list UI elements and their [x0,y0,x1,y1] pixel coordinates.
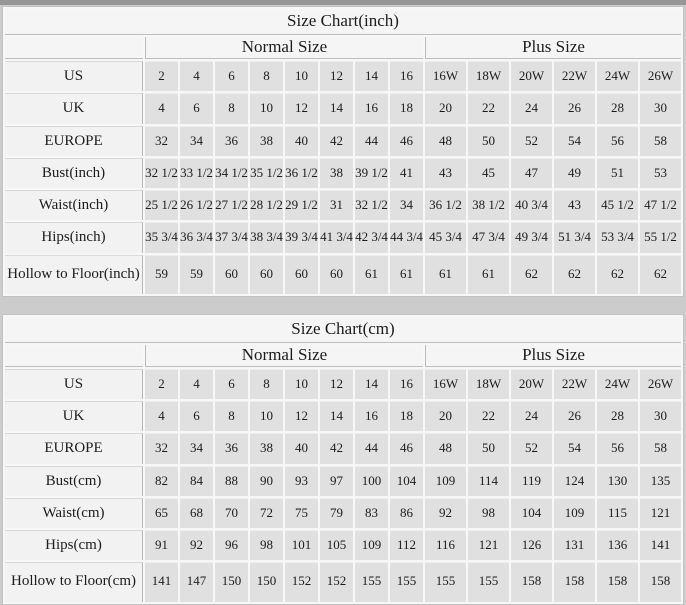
cell: 82 [145,466,178,496]
cell: 24 [511,93,552,123]
cell: 84 [180,466,213,496]
cell: 75 [285,498,318,528]
cell: 45 [468,158,509,188]
cell: 72 [250,498,283,528]
cell: 16W [425,369,466,399]
cell: 26 [554,401,595,431]
cell: 147 [180,562,213,601]
cell: 6 [180,401,213,431]
cell: 36 [215,433,248,463]
cell: 34 [390,190,423,220]
cell: 38 3/4 [250,222,283,252]
cell: 42 [320,433,353,463]
cell: 35 1/2 [250,158,283,188]
cell: 8 [215,401,248,431]
cell: 26W [640,369,681,399]
cell: 46 [390,433,423,463]
cell: 10 [250,93,283,123]
table-row-hollow-to-floor-inch [5,255,681,294]
cell: 20 [425,401,466,431]
cell: 55 1/2 [640,222,681,252]
cell: 22W [554,369,595,399]
cell: 50 [468,433,509,463]
title-row [5,317,681,343]
cell: 37 3/4 [215,222,248,252]
cell: 36 1/2 [285,158,318,188]
cell: 28 [597,93,638,123]
cell: 30 [640,93,681,123]
cell: 60 [285,255,318,294]
row-label: Hollow to Floor(cm) [5,562,143,601]
cell: 158 [554,562,595,601]
cell: 35 3/4 [145,222,178,252]
cell: 14 [355,369,388,399]
cell: 39 1/2 [355,158,388,188]
tables-container [0,5,686,605]
cell: 62 [640,255,681,294]
cell: 96 [215,530,248,560]
cell: 91 [145,530,178,560]
row-label: Hips(cm) [5,530,143,560]
group-header-spacer [5,345,143,367]
cell: 59 [180,255,213,294]
cell: 28 [597,401,638,431]
cell: 92 [425,498,466,528]
cell: 48 [425,126,466,156]
cell: 88 [215,466,248,496]
cell: 51 [597,158,638,188]
table-row-bust-cm [5,466,681,496]
cell: 16 [355,93,388,123]
cell: 60 [320,255,353,294]
cell: 92 [180,530,213,560]
cell: 12 [320,369,353,399]
cell: 155 [425,562,466,601]
cell: 47 3/4 [468,222,509,252]
cell: 135 [640,466,681,496]
cell: 150 [215,562,248,601]
cell: 43 [554,190,595,220]
cell: 53 [640,158,681,188]
row-label: EUROPE [5,433,143,463]
cell: 6 [215,61,248,91]
cell: 32 1/2 [355,190,388,220]
title-row [5,9,681,35]
cell: 47 1/2 [640,190,681,220]
cell: 25 1/2 [145,190,178,220]
cell: 53 3/4 [597,222,638,252]
cell: 98 [468,498,509,528]
table-row-europe [5,433,681,463]
table-row-uk [5,401,681,431]
cell: 124 [554,466,595,496]
cell: 24W [597,61,638,91]
cell: 30 [640,401,681,431]
cell: 20 [425,93,466,123]
cell: 56 [597,126,638,156]
table-title: Size Chart(inch) [5,9,681,35]
cell: 38 [250,126,283,156]
cell: 8 [250,61,283,91]
cell: 42 3/4 [355,222,388,252]
table-title: Size Chart(cm) [5,317,681,343]
group-header-plus-size: Plus Size [425,345,681,367]
cell: 40 3/4 [511,190,552,220]
cell: 65 [145,498,178,528]
cell: 68 [180,498,213,528]
cell: 109 [425,466,466,496]
cell: 131 [554,530,595,560]
cell: 100 [355,466,388,496]
cell: 46 [390,126,423,156]
cell: 44 [355,126,388,156]
cell: 12 [285,401,318,431]
table-row-europe [5,126,681,156]
cell: 60 [250,255,283,294]
cell: 61 [468,255,509,294]
cell: 155 [390,562,423,601]
cell: 34 1/2 [215,158,248,188]
cell: 38 1/2 [468,190,509,220]
cell: 116 [425,530,466,560]
cell: 12 [320,61,353,91]
cell: 26 1/2 [180,190,213,220]
cell: 16 [390,369,423,399]
cell: 141 [145,562,178,601]
cell: 48 [425,433,466,463]
cell: 24W [597,369,638,399]
cell: 60 [215,255,248,294]
cell: 104 [390,466,423,496]
cell: 119 [511,466,552,496]
cell: 115 [597,498,638,528]
table-row-us [5,61,681,91]
cell: 14 [320,93,353,123]
cell: 38 [320,158,353,188]
row-label: Hollow to Floor(inch) [5,255,143,294]
cell: 22W [554,61,595,91]
cell: 58 [640,433,681,463]
cell: 18W [468,61,509,91]
cell: 32 1/2 [145,158,178,188]
table-row-waist-cm [5,498,681,528]
group-header-row [5,37,681,59]
table-row-bust-inch [5,158,681,188]
cell: 130 [597,466,638,496]
group-header-normal-size: Normal Size [145,345,423,367]
cell: 44 3/4 [390,222,423,252]
table-row-hips-cm [5,530,681,560]
row-label: US [5,61,143,91]
cell: 4 [180,369,213,399]
cell: 10 [285,61,318,91]
cell: 121 [468,530,509,560]
cell: 4 [145,401,178,431]
cell: 58 [640,126,681,156]
table-row-hollow-to-floor-cm [5,562,681,601]
cell: 152 [285,562,318,601]
cell: 24 [511,401,552,431]
cell: 20W [511,369,552,399]
cell: 45 3/4 [425,222,466,252]
cell: 8 [250,369,283,399]
cell: 152 [320,562,353,601]
cell: 2 [145,61,178,91]
cell: 93 [285,466,318,496]
cell: 121 [640,498,681,528]
table-row-hips-inch [5,222,681,252]
cell: 54 [554,126,595,156]
cell: 31 [320,190,353,220]
cell: 33 1/2 [180,158,213,188]
cell: 61 [355,255,388,294]
cell: 10 [250,401,283,431]
cell: 61 [425,255,466,294]
cell: 54 [554,433,595,463]
size-chart-cm [2,314,684,605]
cell: 126 [511,530,552,560]
cell: 98 [250,530,283,560]
table-row-uk [5,93,681,123]
cell: 20W [511,61,552,91]
cell: 114 [468,466,509,496]
cell: 39 3/4 [285,222,318,252]
cell: 86 [390,498,423,528]
cell: 150 [250,562,283,601]
cell: 158 [511,562,552,601]
cell: 59 [145,255,178,294]
group-header-spacer [5,37,143,59]
cell: 42 [320,126,353,156]
cell: 101 [285,530,318,560]
cell: 104 [511,498,552,528]
row-label: Waist(cm) [5,498,143,528]
cell: 51 3/4 [554,222,595,252]
row-label: Bust(cm) [5,466,143,496]
cell: 158 [597,562,638,601]
cell: 36 [215,126,248,156]
cell: 62 [511,255,552,294]
cell: 18 [390,93,423,123]
cell: 52 [511,433,552,463]
cell: 14 [355,61,388,91]
cell: 56 [597,433,638,463]
cell: 32 [145,126,178,156]
cell: 41 [390,158,423,188]
cell: 36 1/2 [425,190,466,220]
cell: 34 [180,433,213,463]
cell: 70 [215,498,248,528]
cell: 32 [145,433,178,463]
cell: 29 1/2 [285,190,318,220]
cell: 49 3/4 [511,222,552,252]
row-label: Hips(inch) [5,222,143,252]
cell: 109 [554,498,595,528]
table-row-us [5,369,681,399]
row-label: Bust(inch) [5,158,143,188]
cell: 16 [390,61,423,91]
row-label: US [5,369,143,399]
row-label: UK [5,401,143,431]
group-header-row [5,345,681,367]
cell: 41 3/4 [320,222,353,252]
cell: 79 [320,498,353,528]
group-header-plus-size: Plus Size [425,37,681,59]
row-label: EUROPE [5,126,143,156]
cell: 62 [554,255,595,294]
cell: 36 3/4 [180,222,213,252]
cell: 14 [320,401,353,431]
cell: 105 [320,530,353,560]
group-header-normal-size: Normal Size [145,37,423,59]
cell: 6 [215,369,248,399]
cell: 47 [511,158,552,188]
cell: 27 1/2 [215,190,248,220]
cell: 16 [355,401,388,431]
cell: 83 [355,498,388,528]
cell: 6 [180,93,213,123]
cell: 112 [390,530,423,560]
cell: 40 [285,433,318,463]
cell: 12 [285,93,318,123]
cell: 18 [390,401,423,431]
cell: 44 [355,433,388,463]
cell: 155 [355,562,388,601]
cell: 43 [425,158,466,188]
cell: 8 [215,93,248,123]
cell: 18W [468,369,509,399]
cell: 52 [511,126,552,156]
row-label: Waist(inch) [5,190,143,220]
cell: 97 [320,466,353,496]
table-row-waist-inch [5,190,681,220]
cell: 49 [554,158,595,188]
cell: 2 [145,369,178,399]
row-label: UK [5,93,143,123]
cell: 158 [640,562,681,601]
cell: 45 1/2 [597,190,638,220]
cell: 10 [285,369,318,399]
cell: 38 [250,433,283,463]
cell: 141 [640,530,681,560]
cell: 109 [355,530,388,560]
cell: 136 [597,530,638,560]
cell: 22 [468,401,509,431]
cell: 4 [180,61,213,91]
cell: 22 [468,93,509,123]
cell: 62 [597,255,638,294]
cell: 61 [390,255,423,294]
cell: 26 [554,93,595,123]
cell: 34 [180,126,213,156]
cell: 28 1/2 [250,190,283,220]
cell: 40 [285,126,318,156]
cell: 16W [425,61,466,91]
cell: 50 [468,126,509,156]
cell: 155 [468,562,509,601]
size-chart-inch [2,6,684,297]
cell: 26W [640,61,681,91]
cell: 4 [145,93,178,123]
cell: 90 [250,466,283,496]
